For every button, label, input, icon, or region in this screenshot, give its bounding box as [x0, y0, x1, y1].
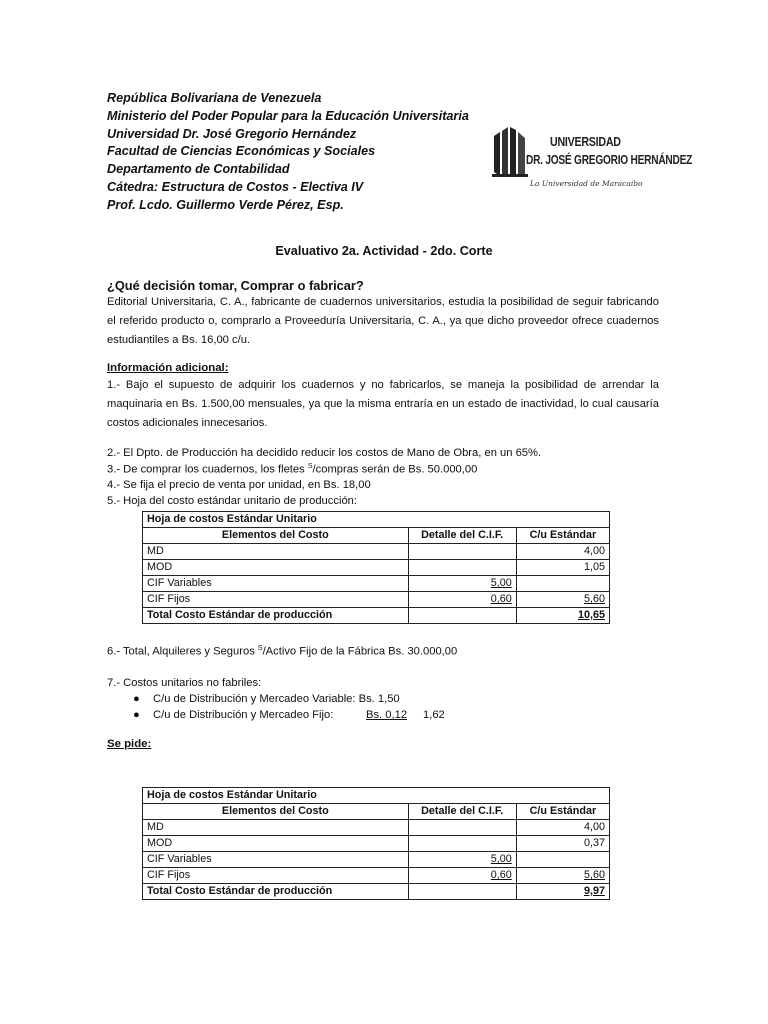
question-heading: ¿Qué decisión tomar, Comprar o fabricar?: [107, 278, 364, 293]
bullet-value: Bs. 0,12: [366, 709, 408, 721]
row-label: MOD: [143, 560, 409, 576]
row-detail-value: 5,00: [490, 853, 512, 865]
total-label: Total Costo Estándar de producción: [143, 608, 409, 624]
item-6: [107, 645, 457, 658]
column-header: Elementos del Costo: [143, 528, 409, 544]
logo-wordmark-line2: DR. JOSÉ GREGORIO HERNÁNDEZ: [526, 152, 693, 167]
row-label: CIF Variables: [143, 576, 409, 592]
column-header: Detalle del C.I.F.: [408, 804, 516, 820]
table-title-row: [143, 788, 610, 804]
university-emblem-icon: [492, 126, 528, 178]
item-1: 1.- Bajo el supuesto de adquirir los cuadernos y no fabricarlos, se maneja la posibilidad de arrendar la maquinaria en Bs. 1.500,00 mensuales, ya que la misma entraría en un estado de inactividad, lo cual causaría costos adicionales innecesarios.: [107, 379, 659, 429]
column-header: Detalle del C.I.F.: [408, 528, 516, 544]
table-header-row: [143, 804, 610, 820]
se-pide-heading: Se pide:: [107, 738, 152, 750]
bullet-total: 1,62: [423, 709, 445, 721]
table-row: [143, 852, 610, 868]
total-value-text: 9,97: [583, 885, 605, 897]
row-value: 1,05: [516, 560, 609, 576]
row-detail-value: 0,60: [490, 593, 512, 605]
row-label: CIF Variables: [143, 852, 409, 868]
row-label: MD: [143, 544, 409, 560]
row-value: [516, 852, 609, 868]
table-row: [143, 836, 610, 852]
intro-paragraph: Editorial Universitaria, C. A., fabricante de cuadernos universitarios, estudia la posibilidad de seguir fabricando el referido producto o, comprarlo a Proveeduría Universitaria, C. A., ya que dicho proveedor ofrece cuadernos estudiantiles a Bs. 16,00 c/u.: [107, 296, 659, 346]
total-value: [516, 608, 609, 624]
table-row: [143, 592, 610, 608]
bullet-icon: ●: [133, 693, 140, 705]
row-label: CIF Fijos: [143, 592, 409, 608]
document-title: Evaluativo 2a. Actividad - 2do. Corte: [275, 244, 493, 258]
table-title-row: [143, 512, 610, 528]
header-line: Cátedra: Estructura de Costos - Electiva IV: [107, 179, 364, 194]
table-row: [143, 868, 610, 884]
table-row: [143, 560, 610, 576]
row-detail-value: 0,60: [490, 869, 512, 881]
cost-table-original: [142, 511, 610, 624]
row-value: 4,00: [516, 544, 609, 560]
row-label: CIF Fijos: [143, 868, 409, 884]
row-value: [516, 576, 609, 592]
row-value: 4,00: [516, 820, 609, 836]
item-5: 5.- Hoja del costo estándar unitario de producción:: [107, 495, 358, 507]
row-detail: [408, 576, 516, 592]
table-header-row: [143, 528, 610, 544]
row-detail: [408, 560, 516, 576]
table-row: [143, 820, 610, 836]
item-2: 2.- El Dpto. de Producción ha decidido reducir los costos de Mano de Obra, en un 65%.: [107, 447, 542, 459]
total-detail: [408, 608, 516, 624]
total-value: [516, 884, 609, 900]
header-line: Universidad Dr. José Gregorio Hernández: [107, 126, 357, 141]
column-header: Elementos del Costo: [143, 804, 409, 820]
row-label: MD: [143, 820, 409, 836]
table-total-row: [143, 608, 610, 624]
row-value-text: 5,60: [583, 593, 605, 605]
bullet-icon: ●: [133, 709, 140, 721]
row-detail: [408, 544, 516, 560]
item-3-text-a: 3.- De comprar los cuadernos, los fletes: [107, 463, 308, 476]
table-row: [143, 544, 610, 560]
header-line: Facultad de Ciencias Económicas y Sociales: [107, 144, 376, 159]
info-heading: Información adicional:: [107, 362, 229, 374]
logo-slogan: La Universidad de Maracaibo: [530, 179, 643, 188]
table-total-row: [143, 884, 610, 900]
row-value-text: 5,60: [583, 869, 605, 881]
table-row: [143, 576, 610, 592]
row-detail: [408, 820, 516, 836]
logo-wordmark-line1: UNIVERSIDAD: [550, 134, 621, 149]
row-detail: [408, 592, 516, 608]
column-header: C/u Estándar: [516, 528, 609, 544]
institution-header: [107, 90, 469, 215]
item-4: 4.- Se fija el precio de venta por unidad, en Bs. 18,00: [107, 479, 371, 491]
cost-table-adjusted: [142, 787, 610, 900]
university-logo: [492, 124, 693, 192]
item-7: 7.- Costos unitarios no fabriles:: [107, 677, 262, 689]
table-title: Hoja de costos Estándar Unitario: [143, 788, 610, 804]
row-detail: [408, 868, 516, 884]
item-6-text-b: /Activo Fijo de la Fábrica Bs. 30.000,00: [262, 645, 458, 658]
row-value: [516, 868, 609, 884]
total-value-text: 10,65: [577, 609, 605, 621]
item-3-text-b: /compras serán de Bs. 50.000,00: [312, 463, 478, 476]
column-header: C/u Estándar: [516, 804, 609, 820]
row-detail-value: 5,00: [490, 577, 512, 589]
total-label: Total Costo Estándar de producción: [143, 884, 409, 900]
header-line: República Bolivariana de Venezuela: [107, 91, 322, 105]
bullet-text: C/u de Distribución y Mercadeo Fijo:: [153, 709, 334, 721]
table-title: Hoja de costos Estándar Unitario: [143, 512, 610, 528]
row-label: MOD: [143, 836, 409, 852]
item-6-superscript: S: [257, 645, 263, 652]
row-detail: [408, 852, 516, 868]
header-line: Departamento de Contabilidad: [107, 162, 290, 177]
total-detail: [408, 884, 516, 900]
item-3: [107, 463, 477, 476]
header-line: Prof. Lcdo. Guillermo Verde Pérez, Esp.: [107, 197, 344, 212]
row-detail: [408, 836, 516, 852]
bullet-text: C/u de Distribución y Mercadeo Variable: Bs. 1,50: [153, 693, 400, 705]
item-6-text-a: 6.- Total, Alquileres y Seguros: [107, 645, 258, 658]
item-3-superscript: S: [307, 463, 313, 470]
row-value: 0,37: [516, 836, 609, 852]
row-value: [516, 592, 609, 608]
header-line: Ministerio del Poder Popular para la Educación Universitaria: [107, 108, 469, 123]
